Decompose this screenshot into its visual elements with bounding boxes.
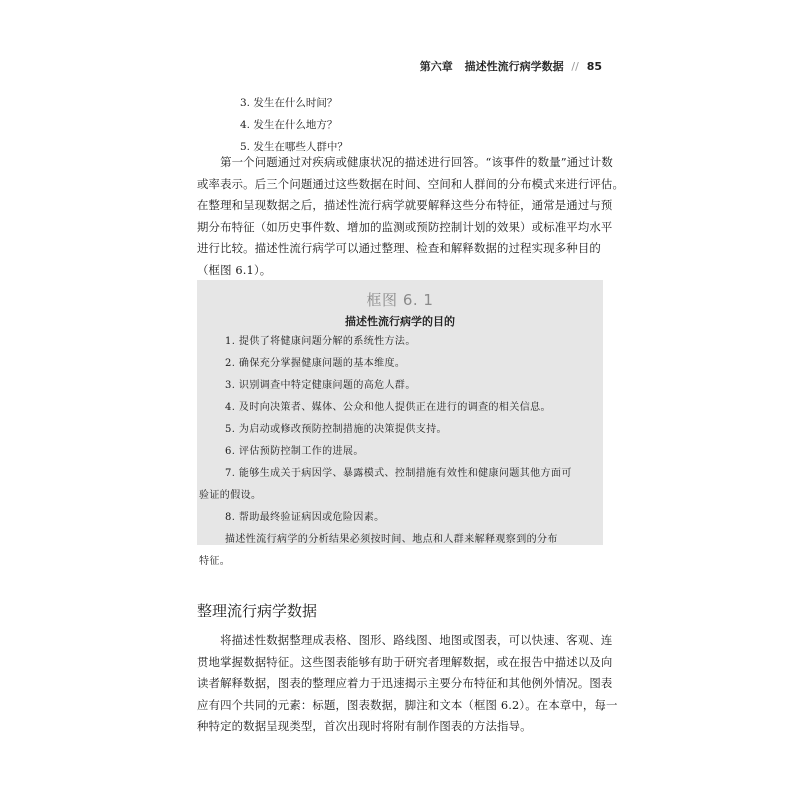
box-item: 7. 能够生成关于病因学、暴露模式、控制措施有效性和健康问题其他方面可 bbox=[225, 468, 572, 479]
text-line: 在整理和呈现数据之后，描述性流行病学就要解释这些分布特征，通常是通过与预 bbox=[197, 198, 613, 212]
header-separator: // bbox=[571, 60, 579, 73]
sidebar-box bbox=[197, 280, 603, 567]
text-line: 将描述性数据整理成表格、图形、路线图、地图或图表，可以快速、客观、连 bbox=[197, 633, 613, 647]
box-item: 6. 评估预防控制工作的进展。 bbox=[225, 446, 364, 457]
box-item: 2. 确保充分掌握健康问题的基本维度。 bbox=[225, 358, 406, 369]
text-line: 种特定的数据呈现类型，首次出现时将附有制作图表的方法指导。 bbox=[197, 719, 532, 733]
box-item-continuation: 验证的假设。 bbox=[199, 490, 262, 501]
running-header bbox=[200, 58, 602, 76]
box-subtitle: 描述性流行病学的目的 bbox=[345, 315, 455, 328]
question-list bbox=[240, 92, 348, 158]
question-item: 5. 发生在哪些人群中？ bbox=[240, 141, 348, 153]
box-item-list bbox=[197, 331, 603, 529]
box-item: 3. 识别调查中特定健康问题的高危人群。 bbox=[225, 380, 416, 391]
box-item: 1. 提供了将健康问题分解的系统性方法。 bbox=[225, 336, 416, 347]
body-paragraph-1 bbox=[197, 152, 625, 281]
question-item: 4. 发生在什么地方？ bbox=[240, 119, 338, 131]
box-item: 5. 为启动或修改预防控制措施的决策提供支持。 bbox=[225, 424, 447, 435]
box-footer-line: 描述性流行病学的分析结果必须按时间、地点和人群来解释观察到的分布 bbox=[225, 534, 558, 545]
box-item: 8. 帮助最终验证病因或危险因素。 bbox=[225, 512, 385, 523]
text-line: 或率表示。后三个问题通过这些数据在时间、空间和人群间的分布模式来进行评估。 bbox=[197, 176, 625, 191]
text-line: （框图 6.1）。 bbox=[197, 262, 272, 277]
text-line: 进行比较。描述性流行病学可以通过整理、检查和解释数据的过程实现多种目的 bbox=[197, 241, 601, 255]
box-item: 4. 及时向决策者、媒体、公众和他人提供正在进行的调查的相关信息。 bbox=[225, 402, 551, 413]
chapter-title: 描述性流行病学数据 bbox=[464, 60, 564, 73]
box-footer-line: 特征。 bbox=[199, 556, 231, 567]
text-line: 期分布特征（如历史事件数、增加的监测或预防控制计划的效果）或标准平均水平 bbox=[197, 219, 613, 234]
text-line: 应有四个共同的元素：标题，图表数据，脚注和文本（框图 6.2）。在本章中，每一 bbox=[197, 697, 618, 712]
chapter-label: 第六章 bbox=[419, 60, 453, 73]
question-item: 3. 发生在什么时间？ bbox=[240, 97, 338, 109]
text-line: 第一个问题通过对疾病或健康状况的描述进行回答。“该事件的数量”通过计数 bbox=[197, 155, 613, 169]
section-heading: 整理流行病学数据 bbox=[197, 602, 318, 620]
text-line: 读者解释数据，图表的整理应着力于迅速揭示主要分布特征和其他例外情况。图表 bbox=[197, 676, 613, 690]
text-line: 贯地掌握数据特征。这些图表能够有助于研究者理解数据，或在报告中描述以及向 bbox=[197, 654, 613, 669]
page-number: 85 bbox=[586, 60, 602, 73]
box-footer bbox=[197, 529, 603, 573]
body-paragraph-2 bbox=[197, 630, 618, 738]
box-title: 框图 6. 1 bbox=[366, 291, 434, 309]
